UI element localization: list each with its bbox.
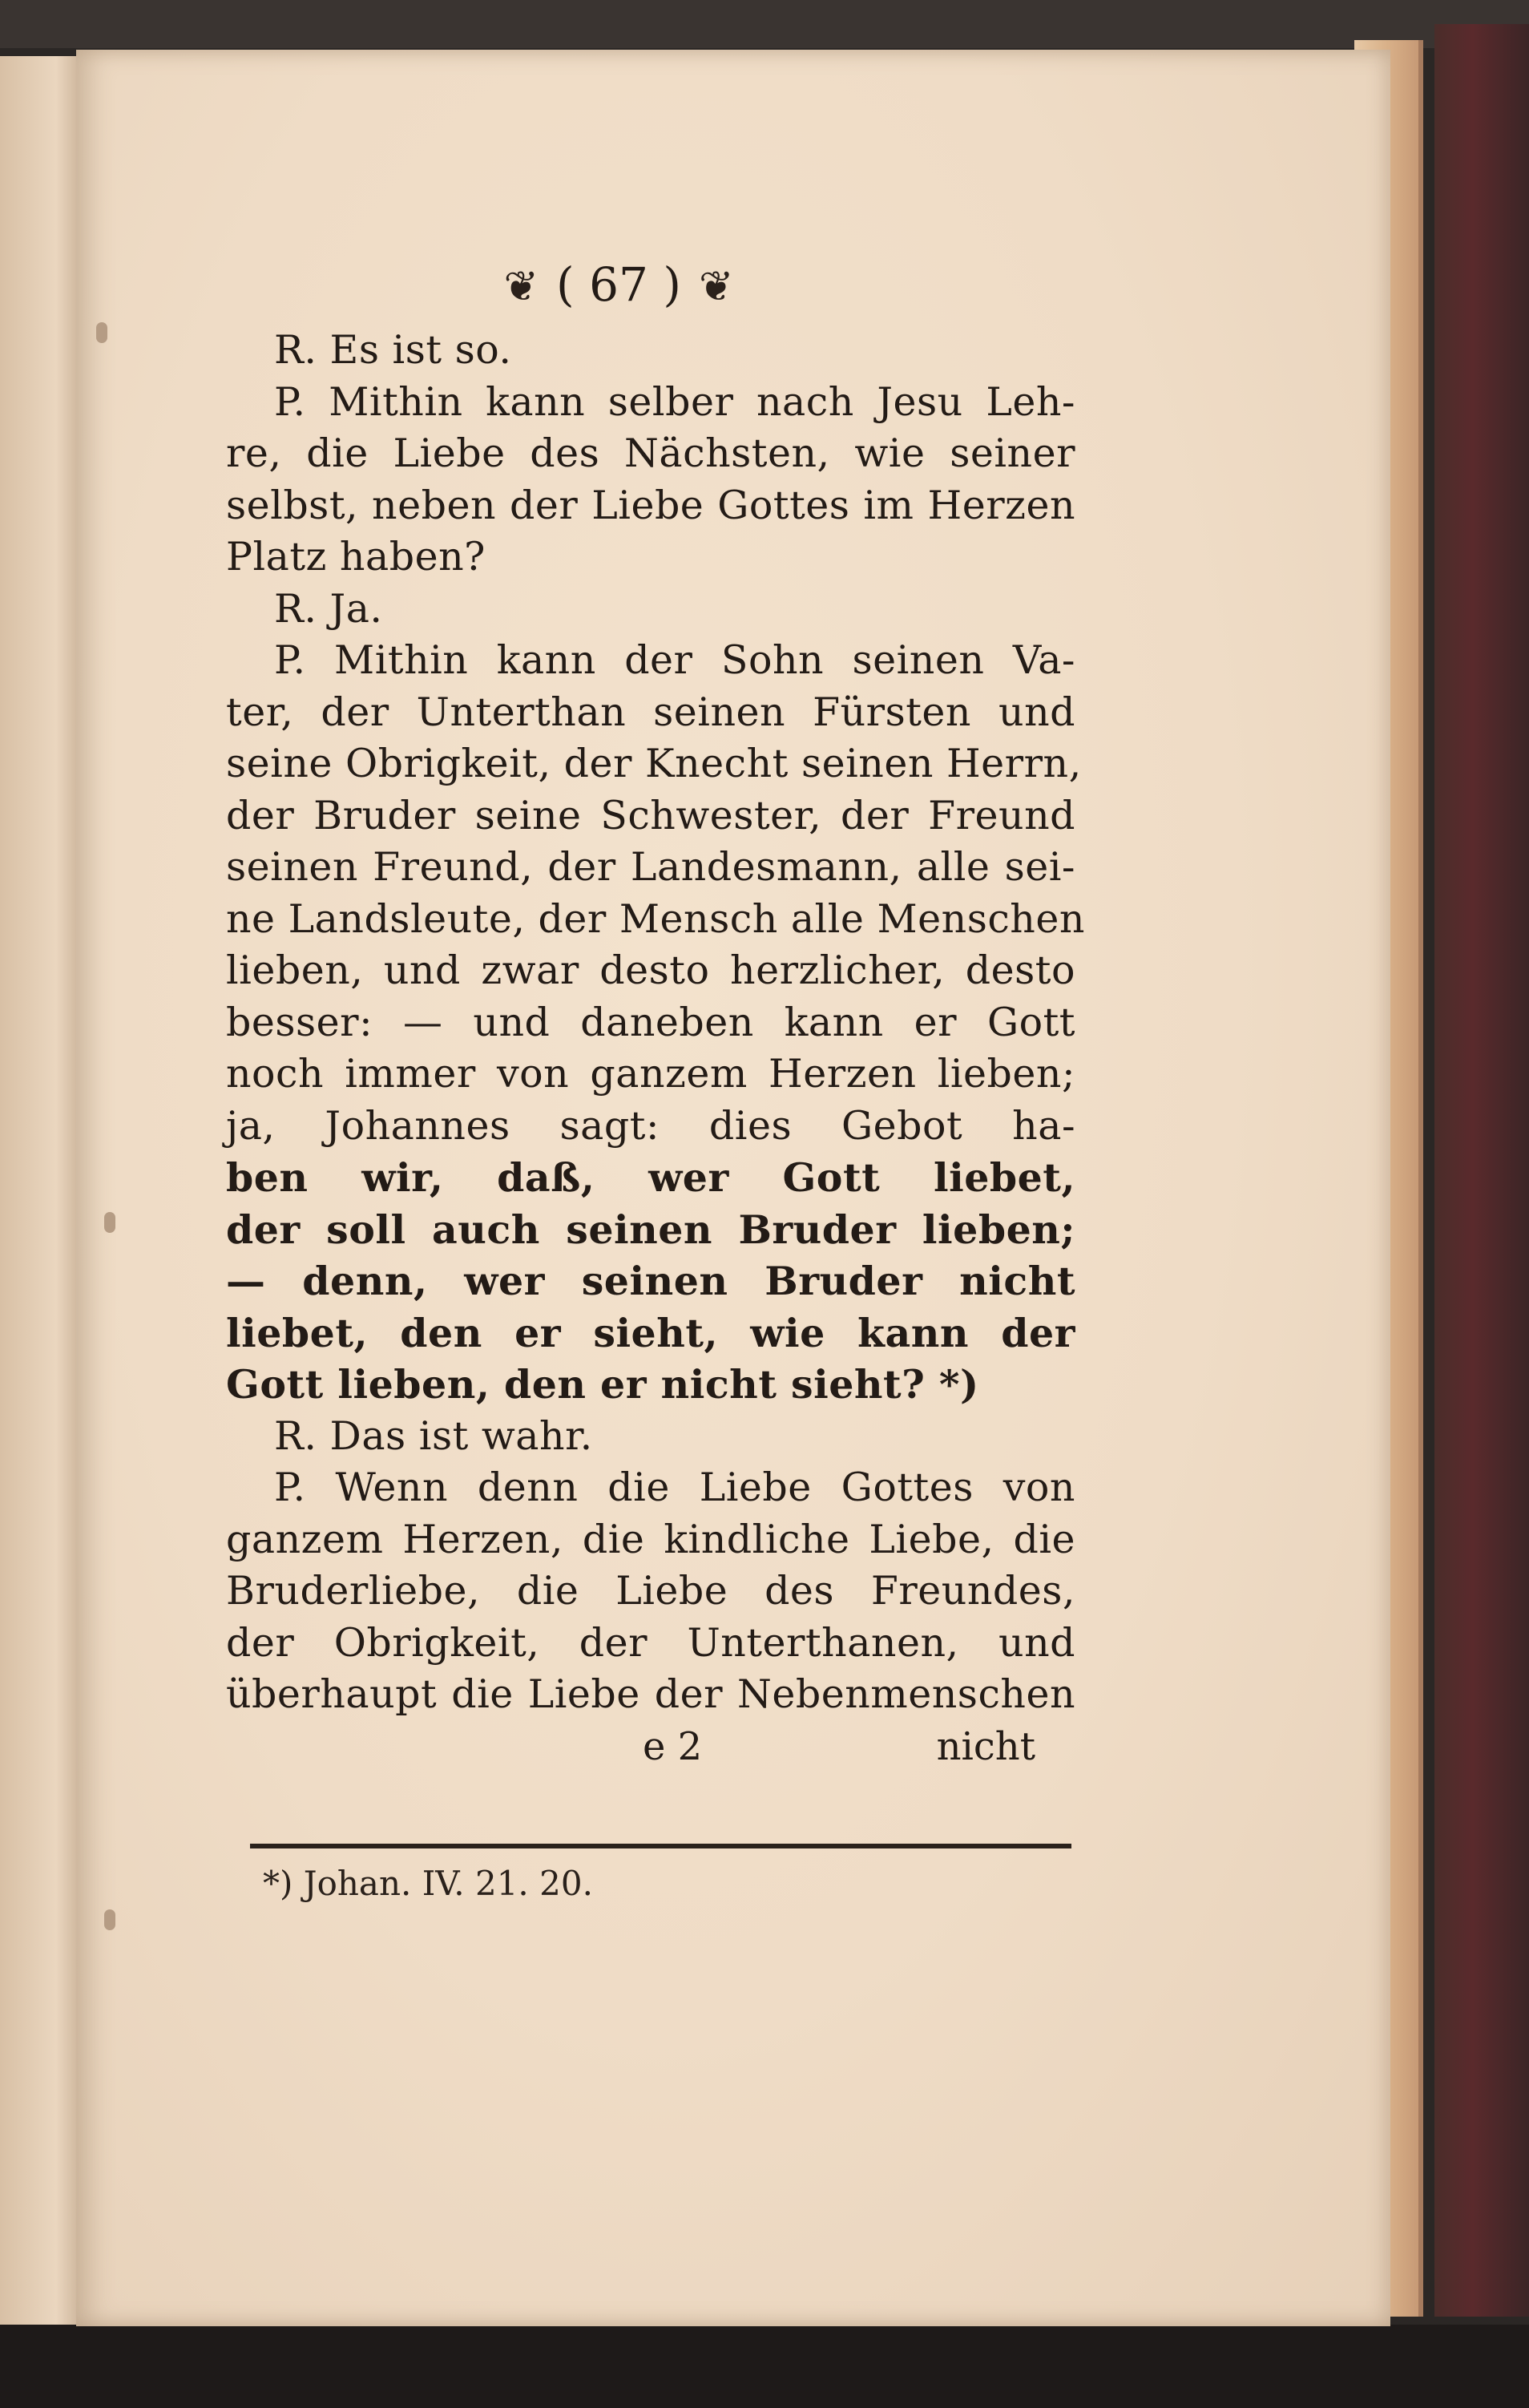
text-line: selbst, neben der Liebe Gottes im Herzen [226, 482, 1075, 528]
text-line: seinen Freund, der Landesmann, alle sei- [226, 844, 1075, 890]
text-line: der Obrigkeit, der Unterthanen, und [226, 1619, 1075, 1666]
page-number: ( 67 ) [556, 257, 681, 312]
page-text [226, 244, 1085, 1772]
text-line: R. Es ist so. [274, 327, 512, 373]
text-line: Platz haben? [226, 534, 486, 580]
page-foot-line [226, 1721, 1075, 1773]
text-line: R. Das ist wahr. [274, 1412, 593, 1459]
book-cover-bottom [0, 2325, 1529, 2408]
text-line: P. Mithin kann der Sohn seinen Va- [274, 637, 1075, 683]
left-ornament-icon: ❦ [503, 263, 539, 311]
text-line: der soll auch seinen Bruder lieben; [226, 1206, 1075, 1253]
binding-hole [96, 322, 107, 343]
book-cover-right [1434, 24, 1529, 2317]
text-line: lieben, und zwar desto herzlicher, desto [226, 947, 1075, 993]
binding-hole [104, 1212, 115, 1233]
text-line: ben wir, daß, wer Gott liebet, [226, 1154, 1075, 1201]
text-line: seine Obrigkeit, der Knecht seinen Herrn, [226, 741, 1082, 786]
facing-page-edge [0, 56, 80, 2325]
text-line: ne Landsleute, der Mensch alle Menschen [226, 895, 1085, 942]
text-line: re, die Liebe des Nächsten, wie seiner [226, 430, 1075, 476]
text-line: besser: — und daneben kann er Gott [226, 999, 1075, 1045]
text-line: Bruderliebe, die Liebe des Freundes, [226, 1568, 1075, 1614]
body-lines [226, 325, 1085, 1721]
text-line: ter, der Unterthan seinen Fürsten und [226, 689, 1075, 735]
text-line: der Bruder seine Schwester, der Freund [226, 792, 1075, 838]
text-line: noch immer von ganzem Herzen lieben; [226, 1051, 1075, 1097]
text-line: liebet, den er sieht, wie kann der [226, 1309, 1075, 1356]
footnote-rule [250, 1844, 1071, 1848]
text-line: P. Mithin kann selber nach Jesu Leh- [274, 378, 1075, 425]
text-line: R. Ja. [274, 585, 383, 632]
text-line: Gott lieben, den er nicht sieht? *) [226, 1361, 979, 1408]
text-line: P. Wenn denn die Liebe Gottes von [274, 1465, 1075, 1510]
text-line: ja, Johannes sagt: dies Gebot ha- [226, 1102, 1075, 1149]
footnote: *) Johan. IV. 21. 20. [263, 1864, 593, 1903]
binding-hole [104, 1909, 115, 1930]
text-line: — denn, wer seinen Bruder nicht [226, 1258, 1075, 1304]
text-line: ganzem Herzen, die kindliche Liebe, die [226, 1516, 1075, 1562]
right-ornament-icon: ❦ [698, 263, 734, 311]
page-header [162, 244, 1075, 325]
text-line: überhaupt die Liebe der Nebenmenschen [226, 1671, 1075, 1717]
book-cover-top [0, 0, 1529, 48]
catchword: nicht [936, 1723, 1035, 1769]
signature-mark: e 2 [643, 1723, 703, 1769]
